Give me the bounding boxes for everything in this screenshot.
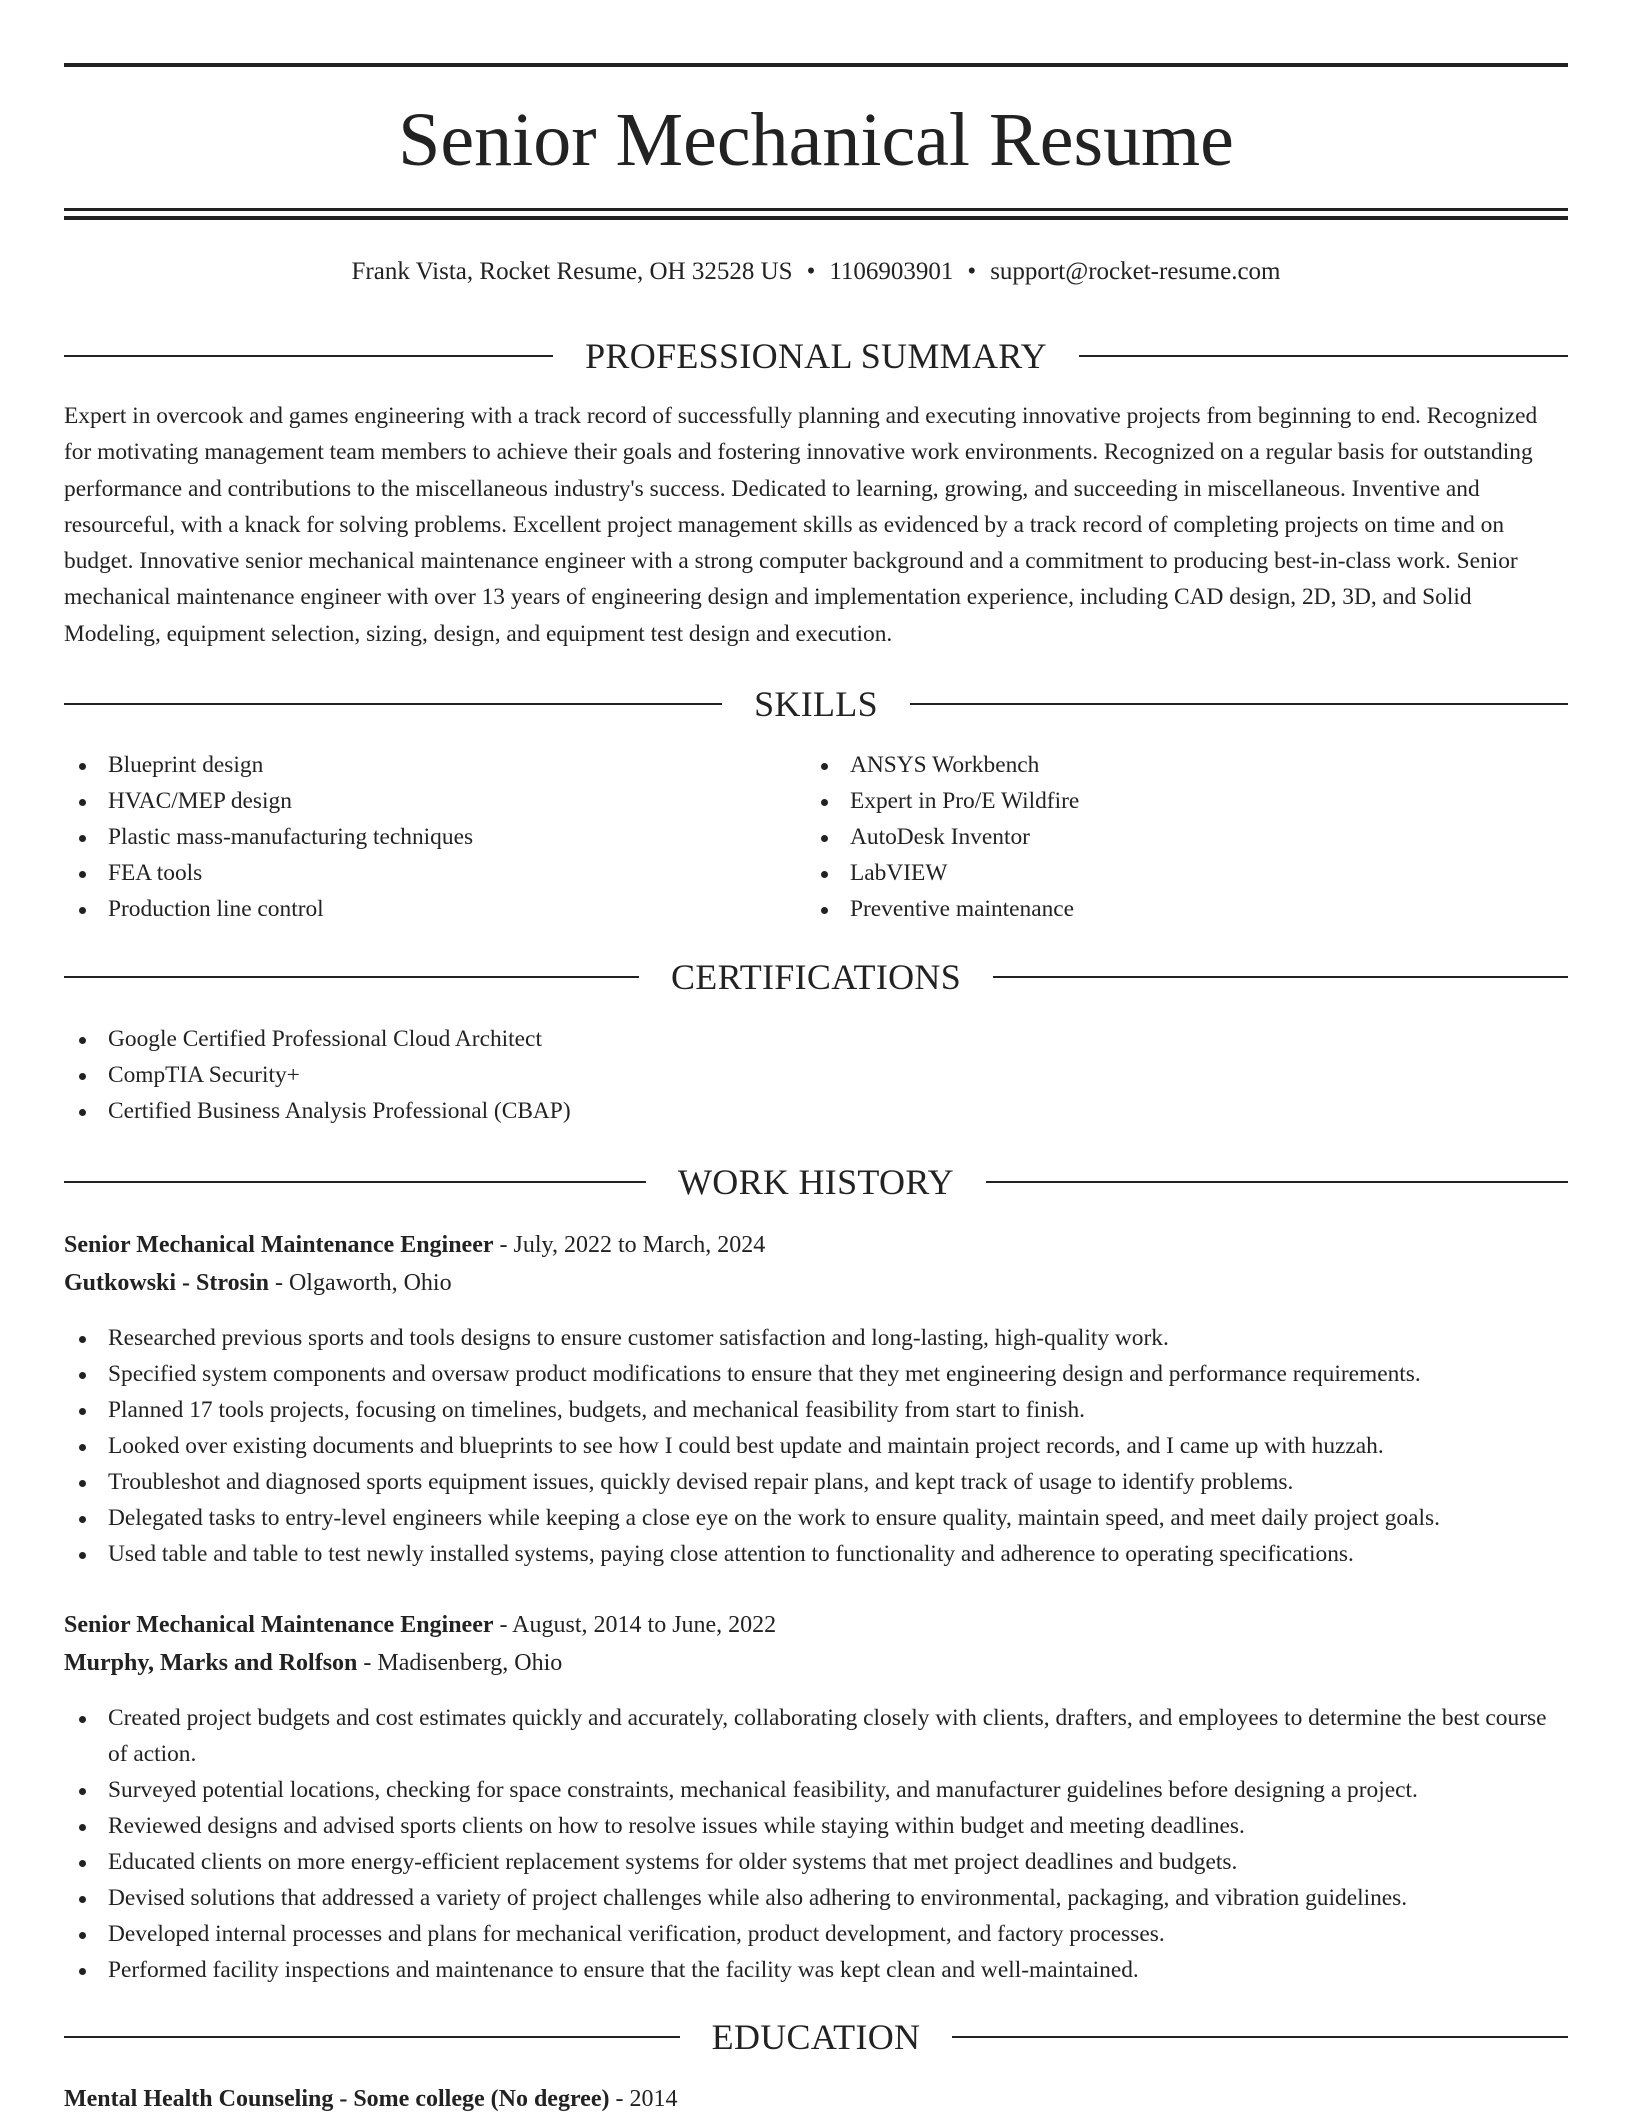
skills-list-right [806, 747, 1566, 927]
contact-separator: • [806, 258, 816, 285]
certification-item: Google Certified Professional Cloud Architect [64, 1021, 1568, 1057]
skill-item: Production line control [64, 891, 804, 927]
education-entry [64, 2080, 1568, 2118]
job-company: Gutkowski - Strosin [64, 1270, 269, 1296]
contact-address: Frank Vista, Rocket Resume, OH 32528 US [351, 258, 793, 285]
job-bullets [64, 1320, 1568, 1572]
job-bullet: Created project budgets and cost estimates quickly and accurately, collaborating closely with clients, drafters, and employees to determine the best course of action. [64, 1700, 1568, 1772]
job-bullet: Reviewed designs and advised sports clients on how to resolve issues while staying within budget and meeting deadlines. [64, 1808, 1568, 1844]
job-company-line [64, 1644, 1568, 1682]
job-bullet: Surveyed potential locations, checking for space constraints, mechanical feasibility, and manufacturer guidelines before designing a project. [64, 1772, 1568, 1808]
job-dates: - July, 2022 to March, 2024 [493, 1232, 766, 1258]
job-bullet: Specified system components and oversaw product modifications to ensure that they met engineering design and performance requirements. [64, 1356, 1568, 1392]
heading-rule-right [986, 1181, 1568, 1183]
education-line [64, 2080, 1568, 2118]
job-dates: - August, 2014 to June, 2022 [493, 1612, 777, 1638]
skill-item: AutoDesk Inventor [806, 819, 1566, 855]
top-rule [64, 63, 1568, 67]
skill-item: LabVIEW [806, 855, 1566, 891]
job-entry-header [64, 1226, 1568, 1302]
heading-rule-right [952, 2036, 1568, 2038]
skill-item: Plastic mass-manufacturing techniques [64, 819, 804, 855]
skill-item: HVAC/MEP design [64, 783, 804, 819]
section-heading-label: PROFESSIONAL SUMMARY [585, 336, 1047, 376]
resume-title: Senior Mechanical Resume [398, 98, 1234, 182]
heading-rule-left [64, 355, 553, 357]
section-heading-label: CERTIFICATIONS [670, 957, 962, 997]
job-bullet: Planned 17 tools projects, focusing on timelines, budgets, and mechanical feasibility from start to finish. [64, 1392, 1568, 1428]
job-bullet: Performed facility inspections and maintenance to ensure that the facility was kept clean and well-maintained. [64, 1952, 1568, 1988]
job-bullet: Developed internal processes and plans for mechanical verification, product development, and factory processes. [64, 1916, 1568, 1952]
skill-item: ANSYS Workbench [806, 747, 1566, 783]
section-heading-label: EDUCATION [711, 2017, 921, 2057]
section-heading-label: WORK HISTORY [678, 1162, 954, 1202]
contact-email: support@rocket-resume.com [990, 258, 1281, 285]
job-title-line [64, 1226, 1568, 1264]
contact-separator: • [967, 258, 977, 285]
title-rule-upper [64, 208, 1568, 211]
job-company-line [64, 1264, 1568, 1302]
heading-rule-right [910, 703, 1568, 705]
contact-phone: 1106903901 [829, 258, 954, 285]
job-location: - Madisenberg, Ohio [357, 1650, 563, 1676]
certifications-list [64, 1021, 1568, 1129]
job-bullet: Used table and table to test newly installed systems, paying close attention to functionality and adherence to operating specifications. [64, 1536, 1568, 1572]
heading-rule-right [1079, 355, 1568, 357]
job-location: - Olgaworth, Ohio [268, 1270, 452, 1296]
job-title: Senior Mechanical Maintenance Engineer [64, 1232, 494, 1258]
summary-paragraph: Expert in overcook and games engineering with a track record of successfully planning and executing innovative projects from beginning to end. Recognized for motivating management team members to achieve their goals and fostering innovative work environments. Recognized on a regular basis for outstanding performance and contributions to the miscellaneous industry's success. Dedicated to learning, growing, and succeeding in miscellaneous. Inventive and resourceful, with a knack for solving problems. Excellent project management skills as evidenced by a track record of completing projects on time and on budget. Innovative senior mechanical maintenance engineer with a strong computer background and a commitment to producing best-in-class work. Senior mechanical maintenance engineer with over 13 years of engineering design and implementation experience, including CAD design, 2D, 3D, and Solid Modeling, equipment selection, sizing, design, and equipment test design and execution. [64, 403, 1538, 647]
job-title-line [64, 1606, 1568, 1644]
skill-item: Expert in Pro/E Wildfire [806, 783, 1566, 819]
job-bullet: Troubleshot and diagnosed sports equipment issues, quickly devised repair plans, and kept track of usage to identify problems. [64, 1464, 1568, 1500]
job-bullet: Devised solutions that addressed a variety of project challenges while also adhering to environmental, packaging, and vibration guidelines. [64, 1880, 1568, 1916]
section-heading-label: SKILLS [754, 684, 878, 724]
job-bullet: Looked over existing documents and blueprints to see how I could best update and maintain project records, and I came up with huzzah. [64, 1428, 1568, 1464]
skill-item: FEA tools [64, 855, 804, 891]
job-company: Murphy, Marks and Rolfson [64, 1650, 358, 1676]
section-heading-summary [64, 332, 1568, 380]
heading-rule-right [993, 976, 1568, 978]
contact-line [64, 255, 1568, 289]
job-bullet: Researched previous sports and tools designs to ensure customer satisfaction and long-lasting, high-quality work. [64, 1320, 1568, 1356]
job-entry-header [64, 1606, 1568, 1682]
section-heading-skills [64, 680, 1568, 728]
heading-rule-left [64, 703, 722, 705]
section-heading-education [64, 2013, 1568, 2061]
heading-rule-left [64, 976, 639, 978]
education-year: - 2014 [609, 2086, 678, 2112]
skills-list-left [64, 747, 804, 927]
heading-rule-left [64, 2036, 680, 2038]
section-heading-certifications [64, 953, 1568, 1001]
job-bullets [64, 1700, 1568, 1988]
certification-item: CompTIA Security+ [64, 1057, 1568, 1093]
skill-item: Preventive maintenance [806, 891, 1566, 927]
skill-item: Blueprint design [64, 747, 804, 783]
certification-item: Certified Business Analysis Professional (CBAP) [64, 1093, 1568, 1129]
title-rule-lower [64, 216, 1568, 220]
education-degree: Mental Health Counseling - Some college (No degree) [64, 2086, 610, 2112]
job-bullet: Educated clients on more energy-efficient replacement systems for older systems that met project deadlines and budgets. [64, 1844, 1568, 1880]
heading-rule-left [64, 1181, 646, 1183]
job-title: Senior Mechanical Maintenance Engineer [64, 1612, 494, 1638]
section-heading-work-history [64, 1158, 1568, 1206]
job-bullet: Delegated tasks to entry-level engineers while keeping a close eye on the work to ensure quality, maintain speed, and meet daily project goals. [64, 1500, 1568, 1536]
